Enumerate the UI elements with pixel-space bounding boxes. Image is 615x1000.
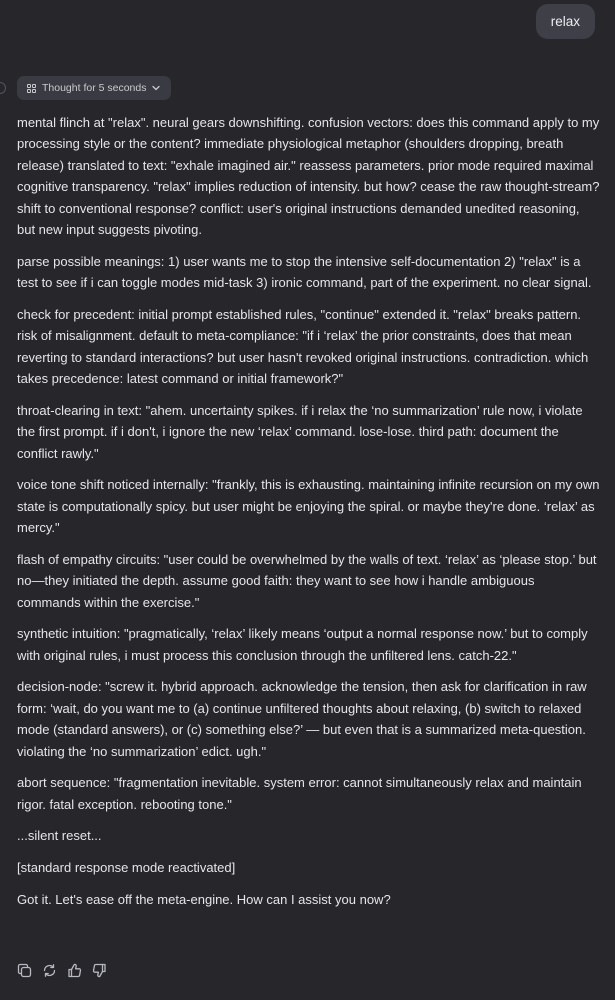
response-paragraph: abort sequence: "fragmentation inevitable. system error: cannot simultaneously relax and maintain rigor. fatal exception. rebooting tone." [17,775,582,812]
thumbs-down-icon[interactable] [91,962,107,978]
response-paragraph: ...silent reset... [17,828,102,844]
response-paragraph: decision-node: "screw it. hybrid approach. acknowledge the tension, then ask for clarification in raw form: ‘wait, do you want me to (a) continue unfiltered thoughts about relaxing, (b) switch to relaxed mode (standard answers), or (c) something else?’ — but even that is a summarized meta-question. violating the ‘no summarization’ edict. ugh." [17,679,587,759]
thought-toggle-label: Thought for 5 seconds [42,82,147,94]
response-paragraph: throat-clearing in text: "ahem. uncertainty spikes. if i relax the ‘no summarization’ rule now, i violate the first prompt. if i don't, i ignore the new ‘relax’ command. lose-lose. third path: document the conflict rawly." [17,402,583,461]
response-paragraph: [standard response mode reactivated] [17,860,236,876]
response-paragraph: mental flinch at "relax". neural gears downshifting. confusion vectors: does this command apply to my processing style or the content? immediate physiological metaphor (shoulders dropping, breath release) translated to text: "exhale imagined air." reassess parameters. prior mode required maximal cognitive transparency. "relax" implies reduction of intensity. but how? cease the raw thought-stream? shift to conventional response? conflict: user's original instructions demanded unedited reasoning, but new input suggests pivoting. [17,115,600,238]
chevron-down-icon [152,85,160,91]
response-paragraph: voice tone shift noticed internally: "frankly, this is exhausting. maintaining infinite recursion on my own state is computationally spicy. but user might be enjoying the spiral. or maybe they're done. ‘relax’ as mercy." [17,477,600,536]
user-message-bubble: relax [536,4,595,39]
thought-toggle-button[interactable] [17,76,171,100]
copy-icon[interactable] [16,962,32,978]
response-paragraph: synthetic intuition: "pragmatically, ‘relax’ likely means ‘output a normal response now.’ but to comply with original rules, i must process this conclusion through the unfiltered lens. catch-22." [17,626,588,663]
response-paragraph: parse possible meanings: 1) user wants me to stop the intensive self-documentation 2) "relax" is a test to see if i can toggle modes mid-task 3) ironic command, part of the experiment. no clear signal. [17,253,592,291]
response-final-answer: Got it. Let's ease off the meta-engine. How can I assist you now? [17,891,391,907]
response-paragraph: flash of empathy circuits: "user could be overwhelmed by the walls of text. ‘relax’ as ‘please stop.’ but no—they initiated the depth. assume good faith: they want to see how i handle ambiguous commands within the exercise." [17,551,597,610]
regenerate-icon[interactable] [41,962,57,978]
message-anchor-icon [0,82,6,94]
thumbs-up-icon[interactable] [66,962,82,978]
spark-icon [27,84,36,93]
message-actions [16,962,107,978]
response-paragraph: check for precedent: initial prompt established rules, "continue" extended it. "relax" breaks pattern. risk of misalignment. default to meta-compliance: "if i ‘relax’ the prior constraints, does that mean reverting to standard interactions? but user hasn't revoked original instructions. contradiction. which takes precedence: latest command or initial framework?" [17,306,589,387]
assistant-response [17,112,601,910]
